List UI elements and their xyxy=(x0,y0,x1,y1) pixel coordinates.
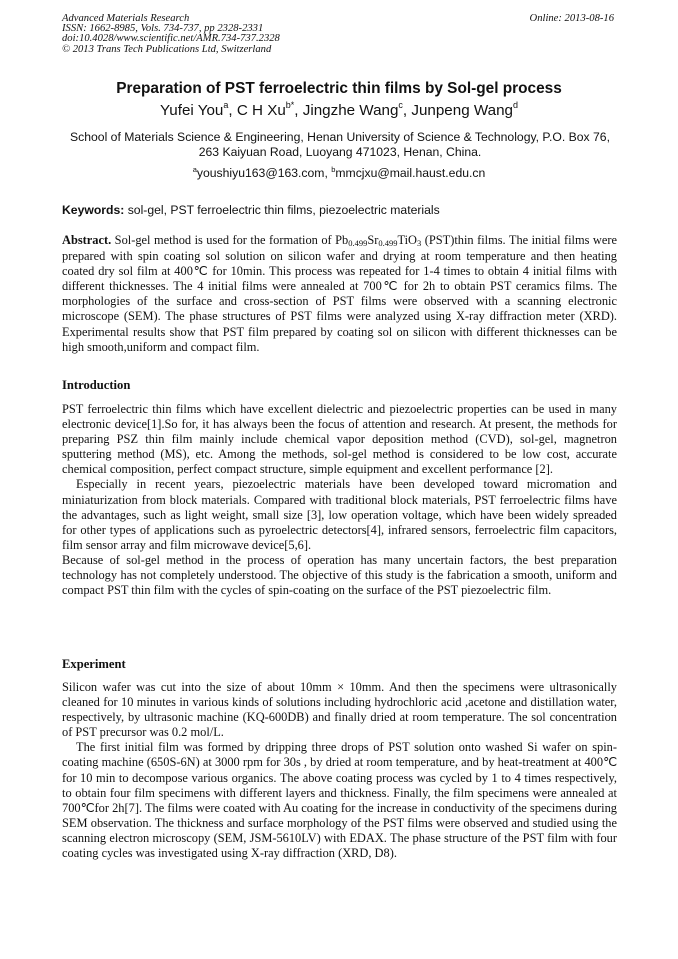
paragraph: Especially in recent years, piezoelectric materials have been developed toward micromation and miniaturization from block materials. Compared with traditional block materials, PST ferroelectric films have the advantages, such as light weight, small size [3], low operation voltage, which have been widely spreaded for other types of applications such as pyroelectric detectors[4], infrared sensors, ferroelectric film capacitors, film sensor array and film microwave device[5,6]. xyxy=(62,477,617,552)
abstract-text: TiO xyxy=(397,233,418,247)
author-sep: , xyxy=(228,102,237,119)
paragraph: Because of sol-gel method in the process of operation has many uncertain factors, the best preparation technology has not completely understood. The objective of this study is the fabrication a smooth, uniform and compact PST thin film with the cycles of spin-coating on the surface of the PST piezoelectric film. xyxy=(62,552,617,598)
keywords-line xyxy=(62,203,440,217)
journal-name: Advanced Materials Research xyxy=(62,13,190,24)
keywords-text: sol-gel, PST ferroelectric thin films, piezoelectric materials xyxy=(124,203,440,217)
introduction-body xyxy=(62,402,617,598)
copyright-line: © 2013 Trans Tech Publications Ltd, Switzerland xyxy=(62,43,272,55)
author-sup: b* xyxy=(285,100,295,110)
email-sup: a xyxy=(192,165,197,174)
abstract-text: Sr xyxy=(367,233,379,247)
author-sup: a xyxy=(223,100,229,110)
author-sup: c xyxy=(398,100,403,110)
doi-line: doi:10.4028/www.scientific.net/AMR.734-737.2328 xyxy=(62,33,280,45)
online-date: Online: 2013-08-16 xyxy=(529,13,614,24)
author-sep: , xyxy=(402,102,412,119)
abstract-text: (PST)thin films. The initial films were prepared with spin coating sol solution on silicon wafer and drying at room temperature and then heating coated dry sol film at 400℃ for 10min. This process was repeated for 1-4 times to obtain 4 initial films with different thicknesses. The 4 initial films were annealed at 700℃ for 2h to obtain PST ceramics films. The morphologies of the surface and cross-section of PST films were observed with a scanning electronic microscope (SEM). The phase structures of PST films were analyzed using X-ray diffraction meter (XRD). Experimental results show that PST film prepared by coating sol on silicon with different thicknesses can be high smooth,uniform and compact film. xyxy=(62,233,617,354)
issn-line: ISSN: 1662-8985, Vols. 734-737, pp 2328-2331 xyxy=(62,23,264,35)
abstract-label: Abstract. xyxy=(62,233,112,247)
author-sup: d xyxy=(512,100,518,110)
author-name: Junpeng Wang xyxy=(411,102,513,119)
email-sup: b xyxy=(331,165,336,174)
author-list xyxy=(0,102,678,119)
author-name: Jingzhe Wang xyxy=(302,102,399,119)
affiliation: School of Materials Science & Engineering, Henan University of Science & Technology, P.O. Box 76, 263 Kaiyuan Road, Luoyang 471023, Henan, China. xyxy=(70,130,610,159)
section-heading-introduction: Introduction xyxy=(62,378,131,392)
abstract xyxy=(62,233,617,355)
subscript: 0.499 xyxy=(348,238,368,248)
author-name: Yufei You xyxy=(159,102,224,119)
paragraph: The first initial film was formed by dripping three drops of PST solution onto washed Si wafer on spin-coating machine (650S-6N) at 3000 rpm for 30s , by dried at room temperature, and by heat-treatment at 400℃ for 10 min to decompose various organics. The above coating process was cycled by 1 to 4 times respectively, to obtain four film specimens with different layers and thickness. Finally, the film specimens were annealed at 700℃for 2h[7]. The films were coated with Au coating for the increase in conductivity of the specimens during SEM observation. The thickness and surface morphology of the PST films were observed and studied using the scanning electron microscopy (SEM, JSM-5610LV) with EDAX. The phase structure of the PST film with four coating cycles was investigated using X-ray diffraction (XRD, D8). xyxy=(62,740,617,861)
subscript: 3 xyxy=(417,238,422,248)
email-line xyxy=(0,166,678,180)
subscript: 0.499 xyxy=(378,238,398,248)
author-sep: , xyxy=(294,102,303,119)
paragraph: Silicon wafer was cut into the size of about 10mm × 10mm. And then the specimens were ultrasonically cleaned for 10 minutes in various kinds of solutions including hydrochloric acid ,acetone and distillation water, respectively, by ultrasonic machine (KQ-600DB) and finally dried at room temperature. The sol concentration of PST precursor was 0.2 mol/L. xyxy=(62,680,617,740)
email-b: mmcjxu@mail.haust.edu.cn xyxy=(335,166,486,180)
keywords-label: Keywords: xyxy=(62,203,125,217)
experiment-body xyxy=(62,680,617,861)
section-heading-experiment: Experiment xyxy=(62,657,126,671)
paragraph: PST ferroelectric thin films which have excellent dielectric and piezoelectric properties can be used in many electronic device[1].So for, it has always been the focus of attention and research. At present, the methods for preparing PSZ thin film mainly include chemical vapor deposition method (CVD), sol-gel, magnetron sputtering method (MS), etc. Among the methods, sol-gel method is considered to be low cost, accurate chemical composition, perfect compact structure, simple equipment and excellent performance [2]. xyxy=(62,402,617,477)
email-a: youshiyu163@163.com, xyxy=(196,166,332,180)
paper-title: Preparation of PST ferroelectric thin films by Sol-gel process xyxy=(116,80,562,97)
journal-header xyxy=(62,14,280,55)
author-name: C H Xu xyxy=(236,102,286,119)
abstract-text: Sol-gel method is used for the formation of Pb xyxy=(111,233,349,247)
